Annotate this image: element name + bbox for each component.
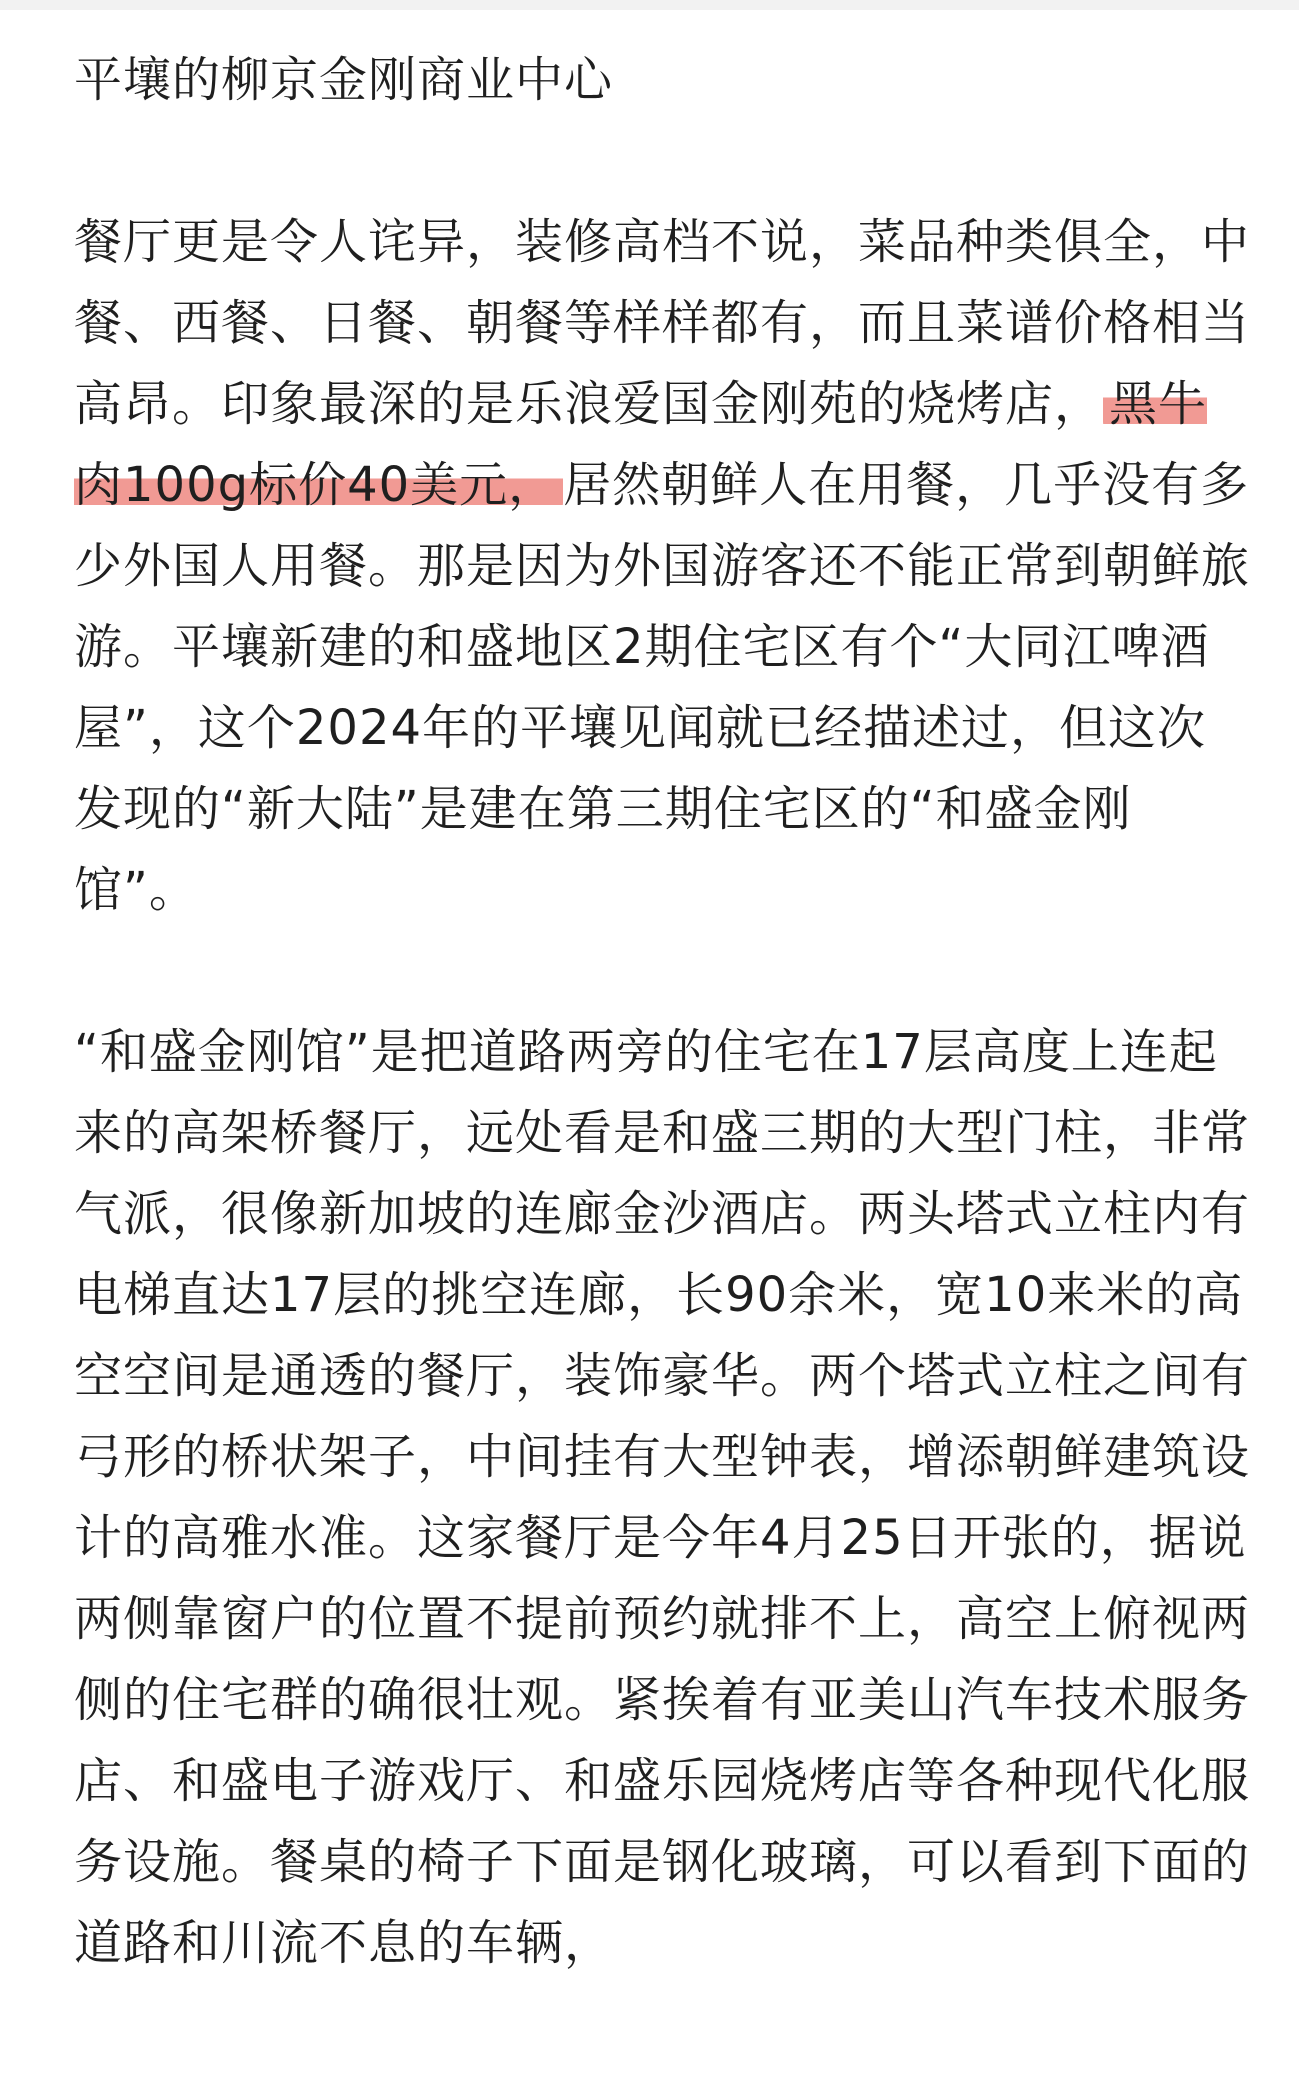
highlighted-text: 黑牛肉100g标价40美元， xyxy=(74,376,1208,513)
article-title: 平壤的柳京金刚商业中心 xyxy=(74,52,614,108)
paragraph-2: “和盛金刚馆”是把道路两旁的住宅在17层高度上连起来的高架桥餐厅，远处看是和盛三期的大型门柱，非常气派，很像新加坡的连廊金沙酒店。两头塔式立柱内有电梯直达17层的挑空连廊，长90余米，宽10来米的高空空间是通透的餐厅，装饰豪华。两个塔式立柱之间有弓形的桥状架子，中间挂有大型钟表，增添朝鲜建筑设计的高雅水准。这家餐厅是今年4月25日开张的，据说两侧靠窗户的位置不提前预约就排不上，高空上俯视两侧的住宅群的确很壮观。紧挨着有亚美山汽车技术服务店、和盛电子游戏厅、和盛乐园烧烤店等各种现代化服务设施。餐桌的椅子下面是钢化玻璃，可以看到下面的道路和川流不息的车辆， xyxy=(74,1024,1251,1971)
top-bar xyxy=(0,0,1299,10)
paragraph-1 xyxy=(74,202,1254,931)
paragraph-1-text-end: 居然朝鲜人在用餐，几乎没有多少外国人用餐。那是因为外国游客还不能正常到朝鲜旅游。平壤新建的和盛地区2期住宅区有个“大同江啤酒屋”，这个2024年的平壤见闻就已经描述过，但这次发现的“新大陆”是建在第三期住宅区的“和盛金刚馆”。 xyxy=(74,457,1251,918)
paragraph-1-text-start: 餐厅更是令人诧异，装修高档不说，菜品种类俱全，中餐、西餐、日餐、朝餐等样样都有，而且菜谱价格相当高昂。印象最深的是乐浪爱国金刚苑的烧烤店， xyxy=(74,214,1251,432)
article-body xyxy=(74,40,1254,1984)
